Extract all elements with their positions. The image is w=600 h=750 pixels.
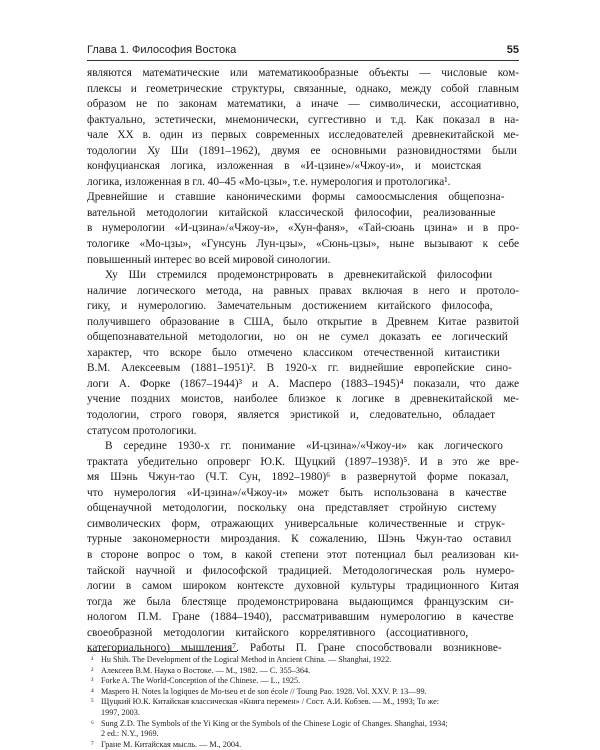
footnote (87, 666, 519, 677)
body-line: трактата убедительно опроверг Ю.К. Щуцкий (1897–1938)⁵. И в это же вре- (87, 455, 519, 468)
body-line: общенаучной методологии, поскольку она представляет стройную систему (87, 502, 497, 515)
footnote-text: Forke A. The World-Conception of the Chinese. — L., 1925. (101, 676, 301, 686)
body-line: символических форм, отражающих универсальные количественные и струк- (87, 517, 505, 530)
chapter-title: Глава 1. Философия Востока (87, 44, 237, 56)
body-line: статусом протологики. (87, 424, 197, 437)
footnote-text: Гране М. Китайская мысль. — М., 2004. (101, 739, 242, 749)
footnote-text: Hu Shih. The Development of the Logical Method in Ancient China. — Shanghai, 1922. (101, 655, 392, 664)
body-line: логии в самом широком контексте духовной культуры традиционного Китая (87, 580, 519, 593)
body-line: Ху Ши стремился продемонстрировать в древнекитайской философии (105, 269, 493, 282)
body-line: тайской научной и философской традицией. Методологическая роль нумеро- (87, 564, 515, 577)
body-line: логика, изложенная в гл. 40–45 «Мо-цзы», т.е. нумерология и протологика¹. (87, 175, 451, 188)
body-line: тологике «Мо-цзы», «Гунсунь Лун-цзы», «Сюнь-цзы», ныне вызывают к себе (87, 238, 519, 251)
body-line: вательной методологии китайской классической философии, реализованные (87, 206, 496, 219)
body-line: являются математические или математикообразные объекты — числовые ком- (87, 67, 519, 79)
body-line: получившего образование в США, было открытие в Древнем Китае развитой (87, 315, 519, 328)
body-line: наличие логического метода, на равных правах включая в него и протоло- (87, 284, 519, 297)
body-line: гику, и нумерологию. Замечательным достижением китайского философа, (87, 300, 493, 313)
footnote-number: ³ (91, 676, 94, 686)
footnote (87, 719, 519, 730)
body-line: что нумерология «И-цзина»/«Чжоу-и» может быть использована в качестве (87, 486, 507, 499)
footnote-number: ⁶ (91, 718, 94, 728)
body-line: своеобразной методологии китайского коррелятивного (ассоциативного, (87, 626, 469, 639)
body-line: В середине 1930-х гг. понимание «И-цзина»/«Чжоу-и» как логического (105, 440, 503, 453)
body-line: В.М. Алексеевым (1881–1951)². В 1920-х гг. виднейшие европейские сино- (87, 362, 512, 375)
body-line: тогда же была блестяще продемонстрирована выдающимся французским си- (87, 595, 514, 608)
body-line: мя Шэнь Чжун-тао (Ч.Т. Сун, 1892–1980)⁶ в развернутой форме показал, (87, 471, 509, 484)
footnote (87, 729, 519, 740)
footnote-number: ⁷ (91, 739, 94, 749)
footnote-number: ² (91, 665, 94, 675)
body-line: турные закономерности мироздания. К сожалению, Шэнь Чжун-тао оставил (87, 533, 512, 546)
footnote (87, 655, 519, 666)
footnote (87, 687, 519, 698)
footnote-text: 1997, 2003. (101, 707, 140, 717)
footnote-text: Maspero H. Notes la logiques de Mo-tseu et de son école // Toung Pao. 1928. Vol. XXV. P. 13—99. (101, 686, 427, 696)
footnote-number: ¹ (91, 655, 94, 664)
body-line: характер, что вскоре было отмечено классиком отечественной китаистики (87, 346, 500, 359)
body-line: логи А. Форке (1867–1944)³ и А. Масперо (1883–1945)⁴ показали, что даже (87, 377, 519, 390)
page-number: 55 (506, 44, 519, 56)
footnote-text: Щуцкий Ю.К. Китайская классическая «Книга перемен» / Сост. А.И. Кобзев. — М., 1993; То же: (101, 697, 439, 707)
footnote (87, 697, 519, 708)
body-line: плексы и геометрические структуры, связанные, однако, между собой главным (87, 82, 519, 95)
body-line: чале XX в. один из первых современных исследователей древнекитайской ме- (87, 129, 519, 142)
body-line: учение поздних моистов, наиболее близкое к логике в древнекитайской ме- (87, 393, 519, 406)
footnote-text: Sung Z.D. The Symbols of the Yi King or the Symbols of the Chinese Logic of Changes. Shanghai, 1934; (101, 718, 448, 728)
footnote-text: Алексеев В.М. Наука о Востоке. — М., 1982. — С. 355–364. (101, 665, 311, 675)
body-line: тодологии, строго говоря, является эристикой и, следовательно, обладает (87, 409, 496, 422)
body-line: общепознавательной методологии, но он не сумел доказать ее логический (87, 331, 508, 344)
body-line: повышенный интерес во всей мировой синологии. (87, 253, 331, 266)
body-line: Древнейшие и ставшие каноническими формы самоосмысления общепознa- (87, 191, 505, 204)
body-line: нологом П.М. Гране (1884–1940), рассматривавшим нумерологию в качестве (87, 611, 514, 624)
body-line: образом не по законам математики, а иначе — символически, ассоциативно, (87, 98, 519, 111)
footnote-rule (87, 651, 237, 652)
running-header (87, 44, 519, 56)
body-line: тодологии Ху Ши (1891–1962), двумя ее основными разновидностями были (87, 144, 517, 157)
body-line: категориального) мышления⁷. Работы П. Гране способствовали возникнове- (87, 642, 502, 655)
body-line: конфуцианская логика, изложенная в «И-цзине»/«Чжоу-и», и моистская (87, 160, 482, 173)
footnote (87, 740, 519, 750)
header-rule (87, 60, 519, 61)
body-line: в стороне вопрос о том, в какой степени этот потенциал был реализован ки- (87, 548, 519, 561)
footnote-text: 2 ed.: N.Y., 1969. (101, 729, 159, 739)
body-line: фактуально, эстетически, мнемонически, суггестивно и т.д. Как показал в на- (87, 113, 519, 126)
footnote-number: ⁵ (91, 697, 94, 707)
footnote-number: ⁴ (91, 686, 94, 696)
body-text (87, 66, 519, 657)
footnote (87, 708, 519, 719)
body-line: в нумерологии «И-цзина»/«Чжоу-и», «Хун-фаня», «Тай-сюань цзина» и в про- (87, 222, 519, 235)
footnote (87, 676, 519, 687)
footnotes (87, 655, 519, 750)
